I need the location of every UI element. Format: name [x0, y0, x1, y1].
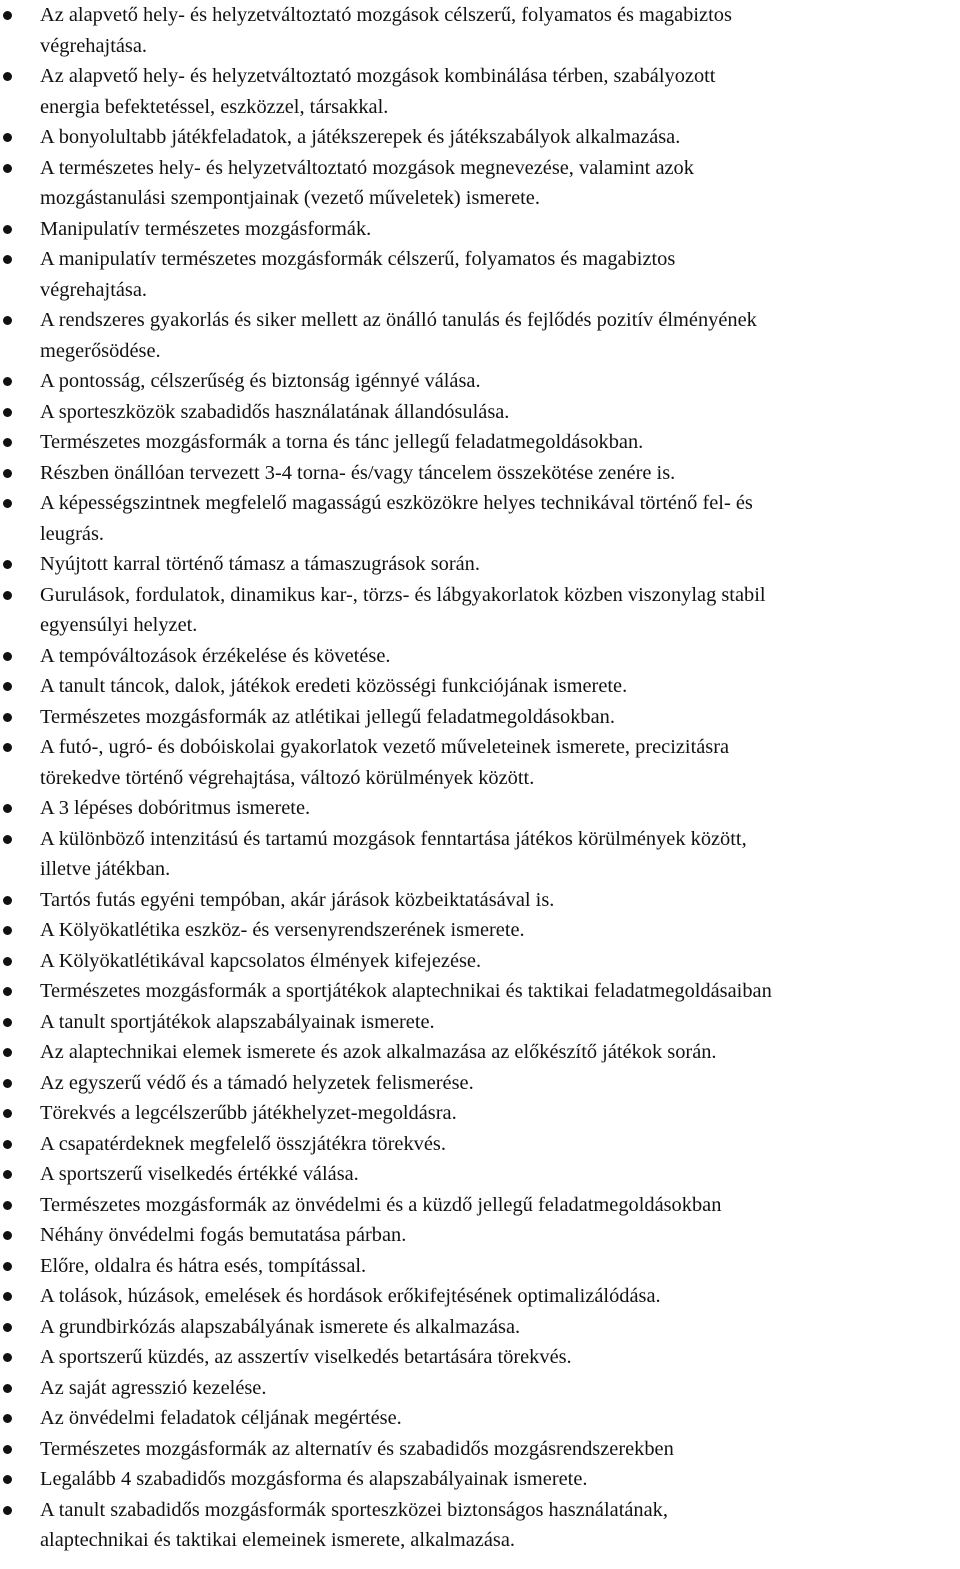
list-item — [0, 1220, 960, 1251]
list-item-text: A rendszeres gyakorlás és siker mellett az önálló tanulás és fejlődés pozitív élményének megerősödése. — [40, 309, 757, 362]
list-item — [0, 1251, 960, 1282]
bullet-dot-icon — [3, 377, 12, 386]
list-item-text: Az alapvető hely- és helyzetváltoztató mozgások kombinálása térben, szabályozott energia befektetéssel, eszközzel, társakkal. — [40, 65, 716, 118]
list-item — [0, 824, 960, 885]
list-item — [0, 641, 960, 672]
list-item-text: Részben önállóan tervezett 3-4 torna- és/vagy táncelem összekötése zenére is. — [40, 461, 676, 484]
list-item — [0, 1464, 960, 1495]
list-item — [0, 1495, 960, 1556]
list-item — [0, 1312, 960, 1343]
bullet-dot-icon — [3, 1079, 12, 1088]
bullet-dot-icon — [3, 926, 12, 935]
bullet-dot-icon — [3, 1292, 12, 1301]
bullet-dot-icon — [3, 133, 12, 142]
list-item-text: Tartós futás egyéni tempóban, akár járások közbeiktatásával is. — [40, 888, 555, 911]
list-item — [0, 885, 960, 916]
list-item-text: Természetes mozgásformák az alternatív és szabadidős mozgásrendszerekben — [40, 1437, 674, 1460]
list-item-text: A tanult szabadidős mozgásformák sporteszközei biztonságos használatának, alaptechnikai és taktikai elemeinek ismerete, alkalmazása. — [40, 1498, 668, 1551]
bullet-dot-icon — [3, 1231, 12, 1240]
bullet-dot-icon — [3, 957, 12, 966]
list-item-text: A képességszintnek megfelelő magasságú eszközökre helyes technikával történő fel- és leugrás. — [40, 492, 753, 545]
list-item-text: Nyújtott karral történő támasz a támaszugrások során. — [40, 553, 480, 575]
list-item — [0, 1037, 960, 1068]
list-item-text: Természetes mozgásformák a sportjátékok alaptechnikai és taktikai feladatmegoldásaiban — [40, 980, 772, 1002]
list-item — [0, 1098, 960, 1129]
list-item — [0, 488, 960, 549]
list-item — [0, 732, 960, 793]
list-item — [0, 580, 960, 641]
list-item — [0, 1159, 960, 1190]
list-item-text: A csapatérdeknek megfelelő összjátékra törekvés. — [40, 1132, 446, 1155]
list-item-text: A tanult táncok, dalok, játékok eredeti közösségi funkciójának ismerete. — [40, 675, 628, 697]
list-item-text: A Kölyökatlétikával kapcsolatos élmények kifejezése. — [40, 949, 482, 972]
bullet-dot-icon — [3, 804, 12, 813]
bullet-dot-icon — [3, 1475, 12, 1484]
bullet-dot-icon — [3, 72, 12, 81]
bullet-dot-icon — [3, 743, 12, 752]
list-item — [0, 427, 960, 458]
list-item — [0, 1281, 960, 1312]
list-item-text: A sportszerű viselkedés értékké válása. — [40, 1163, 359, 1185]
bullet-dot-icon — [3, 11, 12, 20]
list-item-text: A sportszerű küzdés, az asszertív viselkedés betartására törekvés. — [40, 1346, 572, 1368]
list-item-text: A természetes hely- és helyzetváltoztató mozgások megnevezése, valamint azok mozgástanulási szempontjainak (vezető műveletek) ismerete. — [40, 156, 694, 209]
bullet-dot-icon — [3, 225, 12, 234]
bullet-dot-icon — [3, 438, 12, 447]
list-item — [0, 1403, 960, 1434]
list-item-text: Néhány önvédelmi fogás bemutatása párban. — [40, 1224, 407, 1246]
list-item — [0, 214, 960, 245]
bullet-dot-icon — [3, 1048, 12, 1057]
list-item-text: A bonyolultabb játékfeladatok, a játékszerepek és játékszabályok alkalmazása. — [40, 126, 681, 148]
list-item-text: Természetes mozgásformák a torna és tánc jellegű feladatmegoldásokban. — [40, 431, 644, 453]
list-item — [0, 244, 960, 305]
list-item-text: A tempóváltozások érzékelése és követése. — [40, 644, 391, 667]
list-item-text: A tolások, húzások, emelések és hordások erőkifejtésének optimalizálódása. — [40, 1285, 661, 1307]
list-item-text: A sporteszközök szabadidős használatának állandósulása. — [40, 400, 510, 423]
list-item-text: Manipulatív természetes mozgásformák. — [40, 217, 372, 240]
list-item — [0, 1007, 960, 1038]
list-item — [0, 1190, 960, 1221]
list-item-text: Gurulások, fordulatok, dinamikus kar-, törzs- és lábgyakorlatok közben viszonylag stabil egyensúlyi helyzet. — [40, 583, 766, 636]
bullet-dot-icon — [3, 1018, 12, 1027]
bullet-dot-icon — [3, 1109, 12, 1118]
list-item-text: Az saját agresszió kezelése. — [40, 1376, 267, 1399]
list-item — [0, 976, 960, 1007]
bullet-dot-icon — [3, 1445, 12, 1454]
bullet-dot-icon — [3, 408, 12, 417]
list-item-text: A grundbirkózás alapszabályának ismerete és alkalmazása. — [40, 1315, 521, 1338]
bullet-dot-icon — [3, 987, 12, 996]
bullet-dot-icon — [3, 652, 12, 661]
list-item — [0, 0, 960, 61]
bullet-dot-icon — [3, 499, 12, 508]
bullet-dot-icon — [3, 469, 12, 478]
list-item-text: A különböző intenzitású és tartamú mozgások fenntartása játékos körülmények között, illetve játékban. — [40, 827, 747, 880]
list-item-text: A Kölyökatlétika eszköz- és versenyrendszerének ismerete. — [40, 919, 525, 941]
list-item-text: A manipulatív természetes mozgásformák célszerű, folyamatos és magabiztos végrehajtása. — [40, 248, 676, 301]
list-item-text: A pontosság, célszerűség és biztonság igénnyé válása. — [40, 370, 481, 392]
list-item — [0, 671, 960, 702]
bullet-dot-icon — [3, 682, 12, 691]
list-item — [0, 366, 960, 397]
list-item — [0, 61, 960, 122]
list-item — [0, 793, 960, 824]
bullet-dot-icon — [3, 835, 12, 844]
bullet-dot-icon — [3, 1170, 12, 1179]
list-item — [0, 1068, 960, 1099]
list-item — [0, 549, 960, 580]
list-item — [0, 915, 960, 946]
list-item-text: Az önvédelmi feladatok céljának megértése. — [40, 1407, 402, 1429]
bullet-dot-icon — [3, 164, 12, 173]
list-item-text: A 3 lépéses dobóritmus ismerete. — [40, 797, 311, 819]
list-item-text: Természetes mozgásformák az atlétikai jellegű feladatmegoldásokban. — [40, 705, 615, 728]
list-item — [0, 122, 960, 153]
list-item-text: Előre, oldalra és hátra esés, tompítással. — [40, 1254, 367, 1277]
list-item — [0, 1129, 960, 1160]
list-item — [0, 1434, 960, 1465]
bullet-dot-icon — [3, 1384, 12, 1393]
list-item — [0, 397, 960, 428]
bullet-dot-icon — [3, 560, 12, 569]
list-item — [0, 702, 960, 733]
list-item — [0, 1342, 960, 1373]
list-item-text: Az alaptechnikai elemek ismerete és azok alkalmazása az előkészítő játékok során. — [40, 1041, 717, 1063]
bullet-dot-icon — [3, 896, 12, 905]
bullet-dot-icon — [3, 1506, 12, 1515]
bullet-dot-icon — [3, 255, 12, 264]
list-item — [0, 1373, 960, 1404]
bullet-dot-icon — [3, 591, 12, 600]
list-item-text: A futó-, ugró- és dobóiskolai gyakorlatok vezető műveleteinek ismerete, precizitásra törekedve történő végrehajtása, változó körülmények között. — [40, 736, 730, 789]
list-item — [0, 153, 960, 214]
bullet-dot-icon — [3, 1201, 12, 1210]
bullet-dot-icon — [3, 1353, 12, 1362]
list-item-text: Törekvés a legcélszerűbb játékhelyzet-megoldásra. — [40, 1102, 457, 1124]
bullet-dot-icon — [3, 1323, 12, 1332]
list-item — [0, 458, 960, 489]
bullet-dot-icon — [3, 316, 12, 325]
list-item — [0, 305, 960, 366]
list-item-text: Az alapvető hely- és helyzetváltoztató mozgások célszerű, folyamatos és magabiztos végrehajtása. — [40, 4, 732, 57]
bullet-dot-icon — [3, 1414, 12, 1423]
list-item-text: Természetes mozgásformák az önvédelmi és a küzdő jellegű feladatmegoldásokban — [40, 1193, 722, 1216]
list-item — [0, 946, 960, 977]
list-item-text: A tanult sportjátékok alapszabályainak ismerete. — [40, 1010, 435, 1033]
list-item-text: Legalább 4 szabadidős mozgásforma és alapszabályainak ismerete. — [40, 1468, 588, 1490]
bullet-dot-icon — [3, 713, 12, 722]
list-item-text: Az egyszerű védő és a támadó helyzetek felismerése. — [40, 1071, 474, 1094]
bullet-dot-icon — [3, 1140, 12, 1149]
bullet-dot-icon — [3, 1262, 12, 1271]
